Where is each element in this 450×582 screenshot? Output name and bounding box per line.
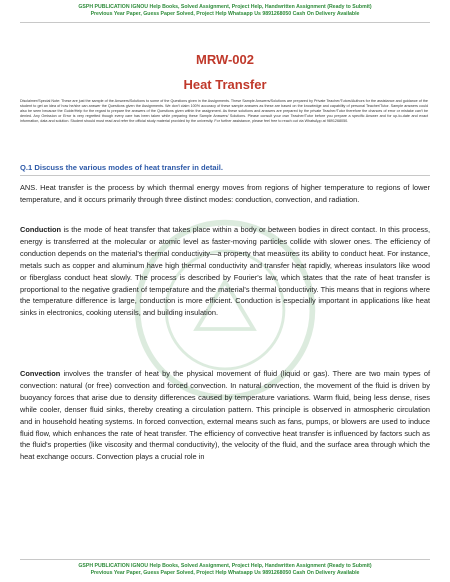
answer-intro: ANS. Heat transfer is the process by which thermal energy moves from regions of higher temperature to regions of lower temperature, and it occurs primarily through three distinct modes: conduction, convection, and radiation. <box>20 183 430 204</box>
page-header <box>20 4 430 18</box>
conduction-body: is the mode of heat transfer that takes place within a body or between bodies in direct contact. In this process, energy is transferred at the molecular or atomic level as faster-moving particles collide with slower ones. The efficiency of conduction depends on the material's thermal conductivity—a property that measures its ability to conduct heat. For instance, metals such as copper and aluminum have high thermal conductivity and transfer heat rapidly, whereas insulators like wood or fiberglass conduct heat slowly. The process is described by Fourier's law, which states that the rate of heat transfer is proportional to the negative gradient of temperature and the material's thermal conductivity. This means that in regions where the temperature difference is large, conduction is more efficient. Conduction is especially important in applications like heat sinks in electronics, cooking utensils, and building insulation. <box>20 225 430 318</box>
question-divider <box>20 175 430 176</box>
footer-line-1: GSPH PUBLICATION IGNOU Help Books, Solved Assignment, Project Help, Handwritten Assignment (Ready to Submit) <box>78 563 372 569</box>
header-line-1: GSPH PUBLICATION IGNOU Help Books, Solved Assignment, Project Help, Handwritten Assignment (Ready to Submit) <box>78 4 372 10</box>
convection-paragraph <box>20 368 430 463</box>
course-code: MRW-002 <box>195 52 254 67</box>
disclaimer-text: Disclaimer/Special Note: These are just the sample of the Answers/Solutions to some of the Questions given in the Assignments. These Sample Answers/Solutions are prepared by Private Teacher/Tutors/Authors for the assistance and guidance of the student to get an idea of how he/she can answer the Questions given the Assignments. We don't claim 100% accuracy of these sample answers as these are based on the knowledge and capability of personal Teacher/Tutor. Sample answers could also be seen because the Guide/Help for the regard to prepare the answers of the Questions given within the assignment. As these solutions and answers are prepared by the private Teacher/Tutor therefore the chances of error or mistake can't be denied. Any Omission or Error is very regretted though every care has been taken while preparing these Sample Answers/ Solutions. Please consult your own Teacher/Tutor before you prepare a specific Answer and for up-to-date and exact information, data and solution. Student should must read and refer the official study material provided by the university. For further assistance, please feel free to reach out via WhatsApp at 9891268050. <box>20 99 428 123</box>
conduction-paragraph <box>20 224 430 319</box>
conduction-lead: Conduction <box>20 225 62 234</box>
convection-lead: Convection <box>20 369 61 378</box>
question-heading: Q.1 Discuss the various modes of heat transfer in detail. <box>20 163 223 172</box>
footer-line-2: Previous Year Paper, Guess Paper Solved, Project Help Whatsapp Us 9891268050 Cash On Delivery Available <box>90 570 360 576</box>
footer-divider <box>20 559 430 560</box>
page-footer <box>20 563 430 577</box>
page-title: Heat Transfer <box>183 77 267 92</box>
header-divider <box>20 22 430 23</box>
convection-body: involves the transfer of heat by the physical movement of fluid (liquid or gas). There are two main types of convection: natural (or free) convection and forced convection. In natural convection, the movement of the fluid is driven by buoyancy forces that arise due to density differences caused by temperature variations. Warm fluid, being less dense, rises while cooler, denser fluid sinks, thereby creating a circulation pattern. This principle is observed in atmospheric circulation and in household heating systems. In forced convection, external means such as fans, pumps, or blowers are used to induce fluid flow, which enhances the rate of heat transfer. The efficiency of convective heat transfer is influenced by factors such as the fluid's properties (like viscosity and thermal conductivity), the velocity of the fluid, and the surface area through which the heat exchange occurs. Convection plays a crucial role in <box>20 369 430 462</box>
header-line-2: Previous Year Paper, Guess Paper Solved, Project Help Whatsapp Us 9891268050 Cash On Delivery Available <box>90 11 360 17</box>
